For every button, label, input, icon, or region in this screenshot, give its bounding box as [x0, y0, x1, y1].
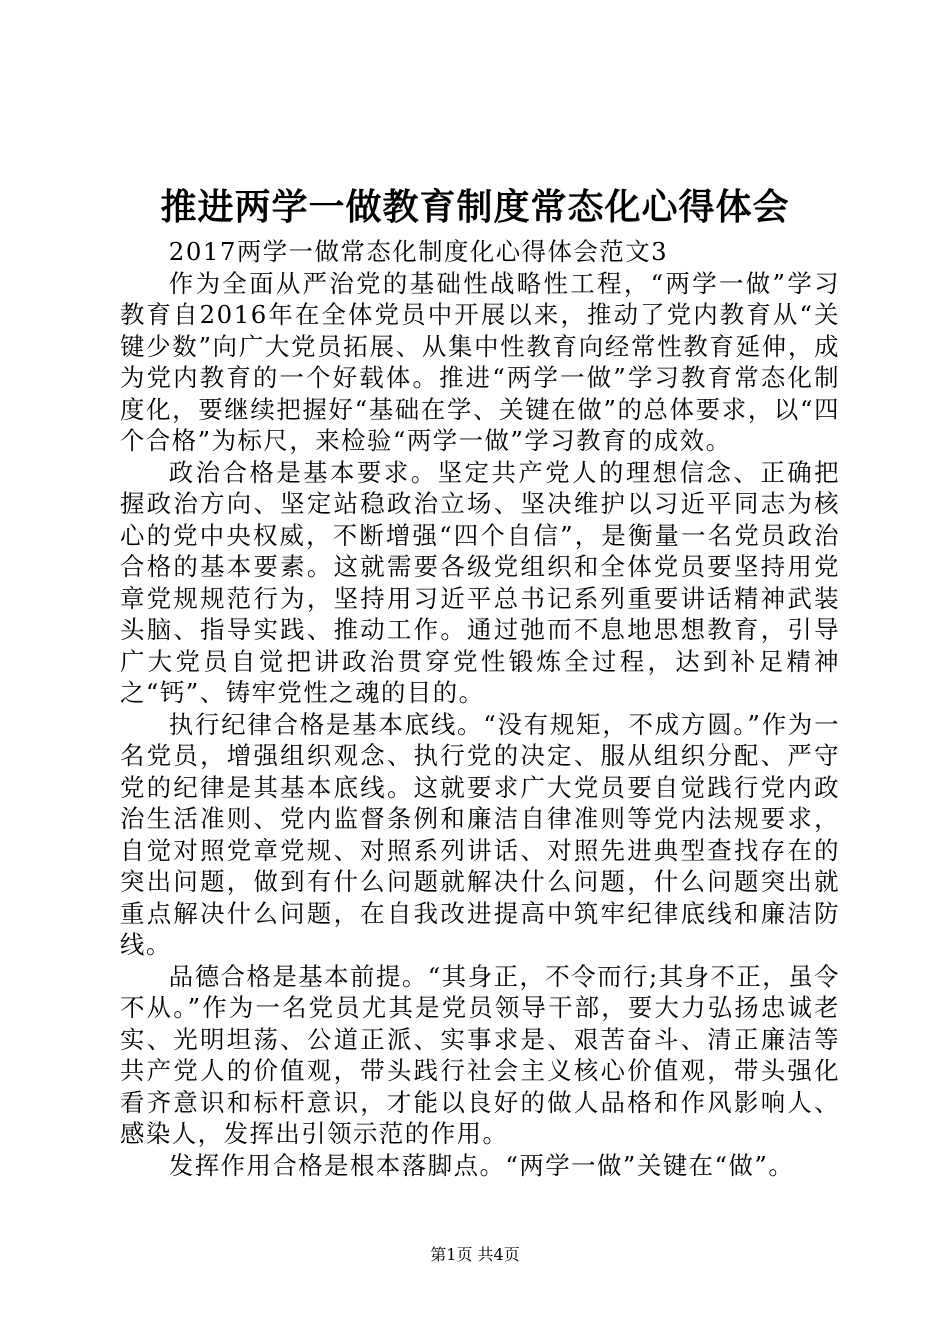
- body-paragraph: 政治合格是基本要求。坚定共产党人的理想信念、正确把握政治方向、坚定站稳政治立场、坚决维护以习近平同志为核心的党中央权威，不断增强“四个自信”，是衡量一名党员政治合格的基本要素。这就需要各级党组织和全体党员要坚持用党章党规规范行为，坚持用习近平总书记系列重要讲话精神武装头脑、指导实践、推动工作。通过弛而不息地思想教育，引导广大党员自觉把讲政治贯穿党性锻炼全过程，达到补足精神之“钙”、铸牢党性之魂的目的。: [120, 457, 840, 707]
- body-paragraph: 发挥作用合格是根本落脚点。“两学一做”关键在“做”。: [168, 1150, 795, 1180]
- subtitle-paragraph: 2017两学一做常态化制度化心得体会范文3: [168, 237, 669, 266]
- document-body: [120, 236, 840, 1181]
- body-paragraph: 作为全面从严治党的基础性战略性工程，“两学一做”学习教育自2016年在全体党员中开展以来，推动了党内教育从“关键少数”向广大党员拓展、从集中性教育向经常性教育延伸，成为党内教育的一个好载体。推进“两学一做”学习教育常态化制度化，要继续把握好“基础在学、关键在做”的总体要求，以“四个合格”为标尺，来检验“两学一做”学习教育的成效。: [120, 268, 840, 455]
- body-paragraph: 执行纪律合格是基本底线。“没有规矩，不成方圆。”作为一名党员，增强组织观念、执行党的决定、服从组织分配、严守党的纪律是其基本底线。这就要求广大党员要自觉践行党内政治生活准则、党内监督条例和廉洁自律准则等党内法规要求，自觉对照党章党规、对照系列讲话、对照先进典型查找存在的突出问题，做到有什么问题就解决什么问题，什么问题突出就重点解决什么问题，在自我改进提高中筑牢纪律底线和廉洁防线。: [120, 709, 840, 959]
- page-number-footer: 第1页 共4页: [430, 1245, 520, 1264]
- body-paragraph: 品德合格是基本前提。“其身正，不令而行;其身不正，虽令不从。”作为一名党员尤其是党员领导干部，要大力弘扬忠诚老实、光明坦荡、公道正派、实事求是、艰苦奋斗、清正廉洁等共产党人的价值观，带头践行社会主义核心价值观，带头强化看齐意识和标杆意识，才能以良好的做人品格和作风影响人、感染人，发挥出引领示范的作用。: [120, 961, 840, 1148]
- document-title: 推进两学一做教育制度常态化心得体会: [160, 187, 790, 228]
